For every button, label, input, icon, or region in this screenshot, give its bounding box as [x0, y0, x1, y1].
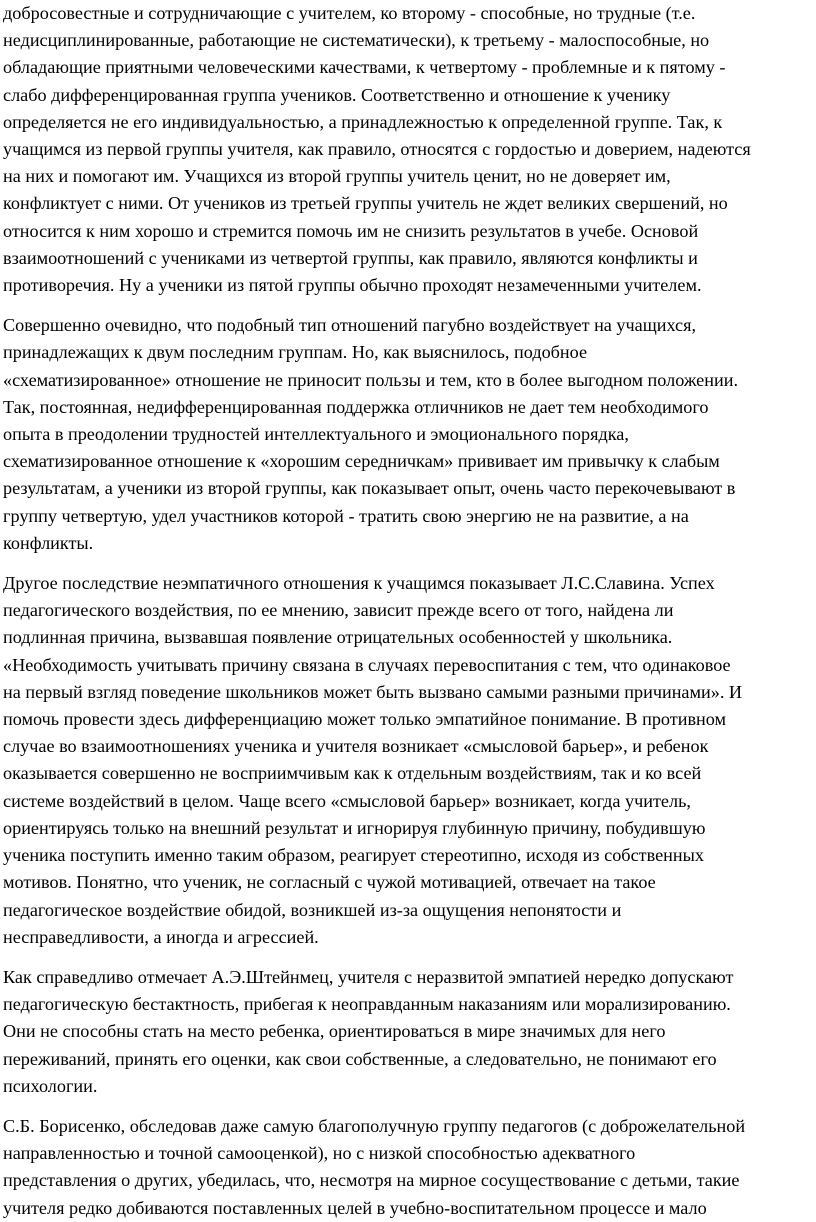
text-line: мотивов. Понятно, что ученик, не согласный с чужой мотивацией, отвечает на такое: [3, 872, 656, 893]
text-line: случае во взаимоотношениях ученика и учителя возникает «смысловой барьер», и ребенок: [3, 736, 709, 757]
paragraph-steinmetz: [3, 964, 814, 1100]
paragraph-borisenko: [3, 1113, 814, 1222]
text-line: системе воздействий в целом. Чаще всего «смысловой барьер» возникает, когда учитель,: [3, 790, 691, 811]
text-line: конфликты.: [3, 532, 94, 553]
text-line: обладающие приятными человеческими качествами, к четвертому - проблемные и к пятому -: [3, 57, 726, 78]
text-line: конфликтует с ними. От учеников из третьей группы учитель не ждет великих свершений, но: [3, 193, 728, 214]
text-line: Они не способны стать на место ребенка, ориентироваться в мире значимых для него: [3, 1021, 666, 1042]
text-line: Другое последствие неэмпатичного отношения к учащимся показывает Л.С.Славина. Успех: [3, 573, 715, 594]
text-line: недисциплинированные, работающие не систематически), к третьему - малоспособные, но: [3, 30, 710, 51]
text-line: представления о других, убедилась, что, несмотря на мирное сосуществование с детьми, такие: [3, 1170, 740, 1191]
text-line: относится к ним хорошо и стремится помочь им не снизить результатов в учебе. Основой: [3, 220, 699, 241]
text-line: определяется не его индивидуальностью, а принадлежностью к определенной группе. Так, к: [3, 111, 723, 132]
text-line: ученика поступить именно таким образом, реагирует стереотипно, исходя из собственных: [3, 845, 704, 866]
text-line: опыта в преодолении трудностей интеллектуального и эмоционального порядка,: [3, 424, 629, 445]
text-line: несправедливости, а иногда и агрессией.: [3, 926, 319, 947]
text-line: ориентируясь только на внешний результат и игнорируя глубинную причину, побудившую: [3, 817, 706, 838]
text-line: Совершенно очевидно, что подобный тип отношений пагубно воздействует на учащихся,: [3, 315, 697, 336]
text-line: на первый взгляд поведение школьников может быть вызвано самыми разными причинами». И: [3, 681, 743, 702]
text-line: результатам, а ученики из второй группы, как показывает опыт, очень часто перекочевывают в: [3, 478, 736, 499]
text-line: педагогического воздействия, по ее мнению, зависит прежде всего от того, найдена ли: [3, 600, 674, 621]
text-line: противоречия. Ну а ученики из пятой группы обычно проходят незамеченными учителем.: [3, 275, 702, 296]
text-line: схематизированное отношение к «хорошим середничкам» прививает им привычку к слабым: [3, 451, 720, 472]
paragraph-harmful-relations: [3, 312, 814, 557]
text-line: учителя редко добиваются поставленных целей в учебно-воспитательном процессе и мало: [3, 1197, 707, 1218]
text-line: оказывается совершенно не восприимчивым как к отдельным воздействиям, так и ко всей: [3, 763, 702, 784]
text-line: помочь провести здесь дифференциацию может только эмпатийное понимание. В противном: [3, 709, 727, 730]
text-line: подлинная причина, вызвавшая появление отрицательных особенностей у школьника.: [3, 627, 673, 648]
text-line: на них и помогают им. Учащихся из второй группы учитель ценит, но не доверяет им,: [3, 166, 671, 187]
text-line: направленностью и точной самооценкой), но с низкой способностью адекватного: [3, 1143, 636, 1164]
text-line: Как справедливо отмечает А.Э.Штейнмец, учителя с неразвитой эмпатией нередко допускают: [3, 966, 734, 987]
text-line: добросовестные и сотрудничающие с учителем, ко второму - способные, но трудные (т.е.: [3, 3, 696, 23]
text-line: принадлежащих к двум последним группам. Но, как выяснилось, подобное: [3, 342, 588, 363]
paragraph-slavina: [3, 570, 814, 951]
text-line: психологии.: [3, 1075, 98, 1096]
text-line: группу четвертую, удел участников которой - тратить свою энергию не на развитие, а на: [3, 505, 689, 526]
text-line: педагогическое воздействие обидой, возникшей из-за ощущения непонятости и: [3, 899, 622, 920]
text-line: педагогическую бестактность, прибегая к неоправданным наказаниям или морализированию.: [3, 994, 731, 1015]
text-line: учащимся из первой группы учителя, как правило, относятся с гордостью и доверием, надеются: [3, 139, 751, 160]
text-line: Так, постоянная, недифференцированная поддержка отличников не дает тем необходимого: [3, 396, 709, 417]
text-line: переживаний, принять его оценки, как свои собственные, а следовательно, не понимают его: [3, 1048, 717, 1069]
text-line: С.Б. Борисенко, обследовав даже самую благополучную группу педагогов (с доброжелательной: [3, 1115, 746, 1136]
paragraph-teacher-groups: [3, 0, 814, 299]
text-line: «Необходимость учитывать причину связана в случаях перевоспитания с тем, что одинаковое: [3, 654, 731, 675]
text-line: слабо дифференцированная группа учеников. Соответственно и отношение к ученику: [3, 84, 671, 105]
text-line: взаимоотношений с учениками из четвертой группы, как правило, являются конфликты и: [3, 247, 698, 268]
text-line: «схематизированное» отношение не приносит пользы и тем, кто в более выгодном положении.: [3, 369, 739, 390]
